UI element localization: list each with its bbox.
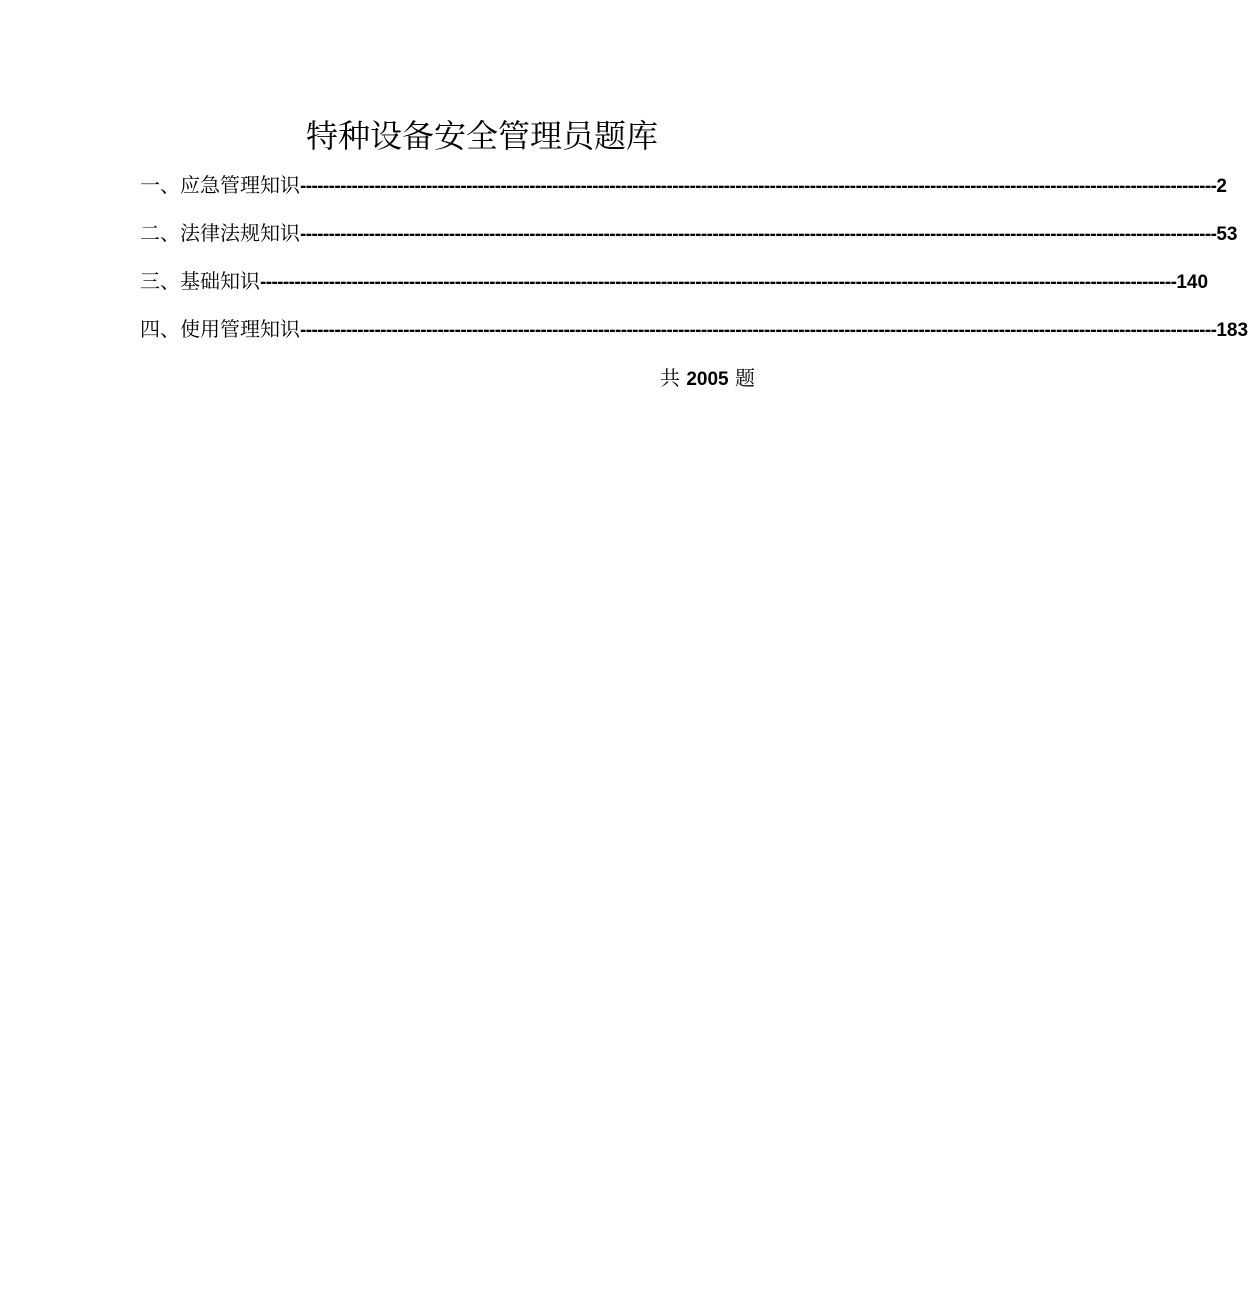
toc-entry-label: 四、使用管理知识 (140, 317, 300, 341)
toc-leader: ---------------------------------------------------------------------------------------------------------------------------------------------------------------- (300, 224, 1217, 245)
toc-leader: ---------------------------------------------------------------------------------------------------------------------------------------------------------------- (260, 272, 1177, 293)
toc-entry-page: 2 (1216, 176, 1227, 197)
toc-leader: ---------------------------------------------------------------------------------------------------------------------------------------------------------------- (300, 320, 1217, 341)
toc-entry (140, 166, 1227, 214)
question-total (660, 360, 755, 398)
toc-entry-page: 53 (1216, 224, 1238, 245)
total-prefix: 共 (660, 366, 680, 390)
toc-entry (140, 310, 1248, 358)
toc-entry-label: 一、应急管理知识 (140, 173, 300, 197)
toc-entry-label: 三、基础知识 (140, 269, 260, 293)
toc-entry (140, 262, 1209, 310)
toc-entry-label: 二、法律法规知识 (140, 221, 300, 245)
total-count: 2005 (686, 369, 729, 390)
toc-entry (140, 214, 1238, 262)
toc-entry-page: 183 (1216, 320, 1248, 341)
table-of-contents (140, 166, 1248, 358)
total-suffix: 题 (735, 366, 755, 390)
toc-leader: ---------------------------------------------------------------------------------------------------------------------------------------------------------------- (300, 176, 1217, 197)
toc-entry-page: 140 (1176, 272, 1209, 293)
document-title: 特种设备安全管理员题库 (305, 117, 658, 155)
